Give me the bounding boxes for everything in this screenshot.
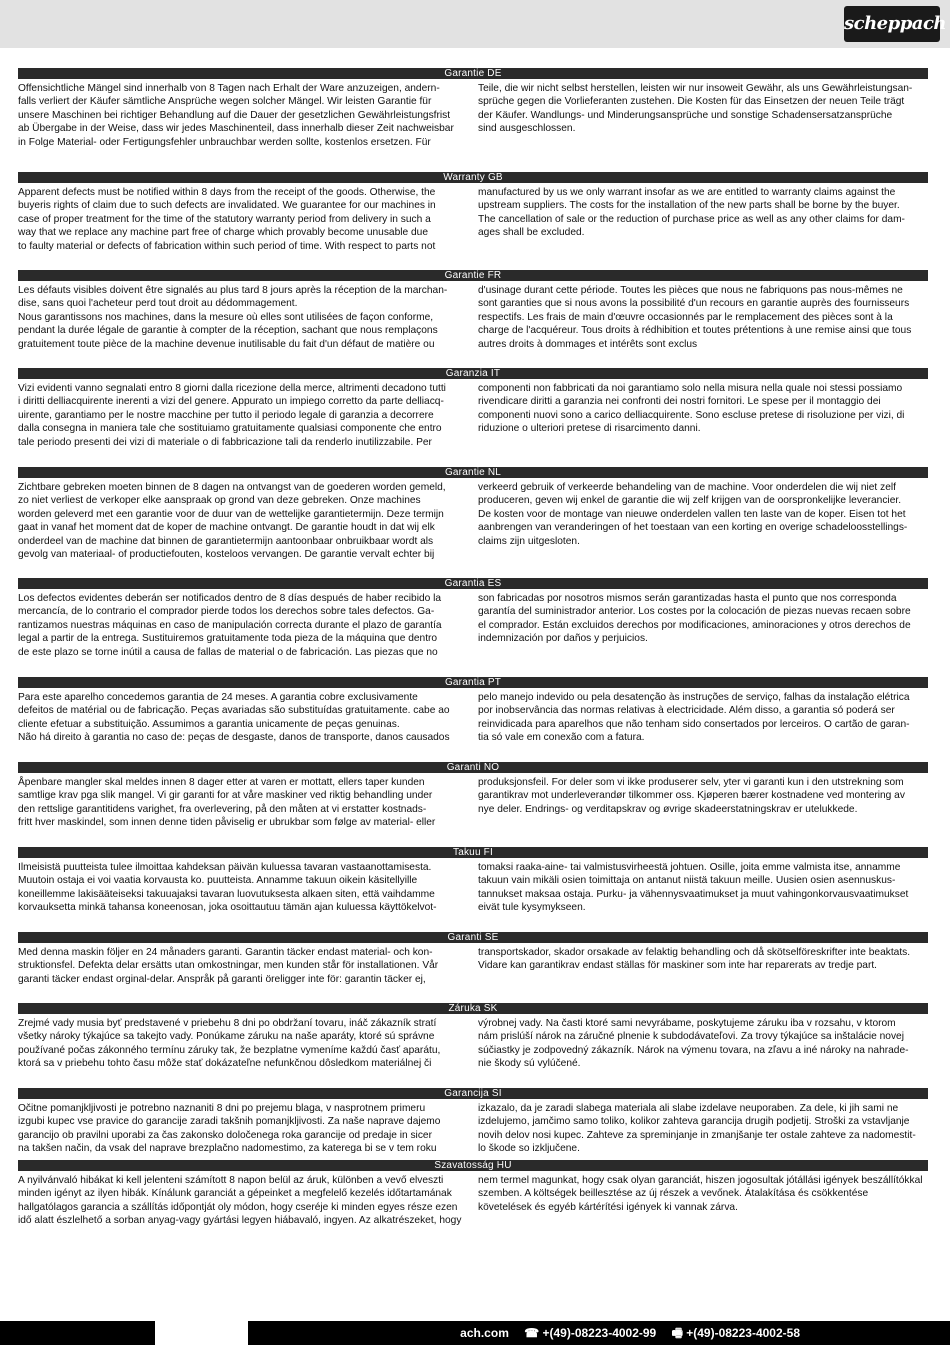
section-text-right: componenti non fabbricati da noi garantiamo solo nella misura nella quale noi stessi possiamo rivendicare diritti a garanzia nei confronti dei nostri fornitori. Le spese per il montaggio dei componenti nuovi sono a carico delliacquirente. Sono escluse pretese di risoluzione per vizi, di riduzione o ulteriori pretese di risarcimento danni. [478, 383, 905, 435]
section-columns [18, 1017, 928, 1071]
warranty-section [18, 677, 928, 745]
section-title: Takuu FI [18, 847, 928, 858]
footer-fax: 🖷 +(49)-08223-4002-58 [671, 1326, 800, 1340]
footer-bar [0, 1321, 950, 1345]
warranty-section [18, 467, 928, 561]
warranty-section [18, 578, 928, 659]
section-columns [18, 592, 928, 659]
section-columns [18, 382, 928, 449]
section-title: Garantie FR [18, 270, 928, 281]
section-columns [18, 284, 928, 351]
section-text-left: A nyilvánvaló hibákat ki kell jelenteni számított 8 napon belül az áruk, különben a vevő elveszti minden igényt az ilyen hibák. Kínálunk garanciát a gépeinket a megfelelő kezelés időtartamának hallgatólagos garancia a szállítás időpontját oly módon, hogy cseréje ki minden egyes része ezen idő alatt észlelhető a sorban anyag-vagy gyártási legyen hiábavaló, ingyen. Az alkatrészeket, hogy [18, 1175, 462, 1227]
section-text-left: Offensichtliche Mängel sind innerhalb von 8 Tagen nach Erhalt der Ware anzuzeigen, andern- falls verliert der Käufer sämtliche Ansprüche wegen solcher Mängel. Wir leisten Garantie für unsere Maschinen bei richtiger Behandlung auf die Dauer der gesetzlichen Gewährleistungsfrist ab Übergabe in der Weise, dass wir jedes Maschinenteil, dass innerhalb dieser Zeit nachweisbar in Folge Material- oder Fertigungsfehler unbrauchbar werden sollte, kostenlos ersetzen. Für [18, 83, 454, 148]
section-title: Garanti SE [18, 932, 928, 943]
footer-white-block [155, 1321, 248, 1345]
section-text-left: Apparent defects must be notified within 8 days from the receipt of the goods. Otherwise, the buyeris rights of claim due to such defects are invalidated. We guarantee for our machines in case of proper treatment for the time of the statutory warranty period from delivery in such a way that we replace any machine part free of charge which provably become unusable due to faulty material or defects of fabrication within such period of time. With respect to parts not [18, 187, 436, 252]
section-title: Garancija SI [18, 1088, 928, 1099]
section-text-left: Les défauts visibles doivent être signalés au plus tard 8 jours après la réception de la marchan- dise, sans quoi l'acheteur perd tout droit au dédommagement. Nous garantissons nos machines, dans la mesure où elles sont utilisées de façon conforme, pendant la durée légale de garantie à compter de la réception, sachant que nous remplaçons gratuitement toute pièce de la machine devenue inutilisable du fait d'un défaut de matière ou [18, 285, 448, 350]
section-text-left: Očitne pomanjkljivosti je potrebno naznaniti 8 dni po prejemu blaga, v nasprotnem primeru izgubi kupec vse pravice do garancije zaradi takšnih pomanjkljivosti. Za naše naprave dajemo garancijo ob pravilni uporabi za čas zakonsko določenega roka garancije od predaje in sicer na takšen način, da vsak del naprave brezplačno nadomestimo, za katerega bi se v tem roku [18, 1103, 441, 1155]
warranty-section [18, 68, 928, 149]
section-text-right: transportskador, skador orsakade av felaktig behandling och då skötselföreskrifter inte beaktats. Vidare kan garantikrav endast ställas för maskiner som inte har reparerats av tredje part. [478, 947, 911, 972]
warranty-section [18, 847, 928, 915]
section-columns [18, 1174, 928, 1228]
section-text-left: Vizi evidenti vanno segnalati entro 8 giorni dalla ricezione della merce, altrimenti decadono tutti i diritti delliacquirente inerenti a vizi del genere. Appurato un impiego corretto da parte delliacq- uirente, garantiamo per le nostre macchine per tutto il periodo legale di garanzia a decorrere dalla consegna in maniera tale che sostituiamo gratuitamente qualsiasi componente che entro tale periodo presenti dei vizi di materiale o di fabbricazione tali da renderlo inutilizzabile. Per [18, 383, 446, 448]
footer-website: ach.com [460, 1326, 509, 1340]
section-title: Szavatosság HU [18, 1160, 928, 1171]
section-columns [18, 481, 928, 561]
section-columns [18, 861, 928, 915]
warranty-section [18, 270, 928, 351]
section-text-left: Zrejmé vady musia byť predstavené v priebehu 8 dni po obdržaní tovaru, ináč zákazník stratí všetky nároky týkajúce sa takejto vady. Ponúkame záruku na naše aparáty, ktoré sú správne používané počas zákonného termínu záruky tak, že bezplatne vymeníme každú časť aparátu, ktorá sa v priebehu tohto času môže stať dokázateľne nefunkčnou dôsledkom materiálnej či [18, 1018, 441, 1070]
warranty-section [18, 1160, 928, 1228]
section-title: Garanzia IT [18, 368, 928, 379]
section-text-right: nem termel magunkat, hogy csak olyan garanciát, hiszen jogosultak jótállási igények beszállítókkal szemben. A költségek beillesztése az új részek a vevőnek. Átalakítása és csökkentése követelések és egyéb kártérítési igények ki vannak zárva. [478, 1175, 923, 1213]
header-bar [0, 0, 950, 48]
section-text-left: Med denna maskin följer en 24 månaders garanti. Garantin täcker endast material- och kon- struktionsfel. Defekta delar ersätts utan omkostningar, men kunden står för installationen. Vår garanti täcker endast orginal-delar. Anspråk på garanti öreligger inte för: garantin täcker ej, [18, 947, 439, 985]
section-columns [18, 946, 928, 986]
warranty-section [18, 368, 928, 449]
section-title: Garantie DE [18, 68, 928, 79]
section-text-right: pelo manejo indevido ou pela desatenção às instruções de serviço, falhas da instalação elétrica por inobservância das normas relativas à electricidade. Além disso, a garantia só poderá ser reinvidicada para aparelhos que não tenham sido consertados por lerceiros. O cartão de garan- tia só vale em conexão com a fatura. [478, 692, 910, 744]
section-text-right: výrobnej vady. Na časti ktoré sami nevyrábame, poskytujeme záruku iba v rozsahu, v ktorom nám prislúší nárok na záručné plnenie k subdodávateľovi. Za trovy týkajúce sa inštalácie novej súčiastky je zodpovedný zákazník. Nárok na výmenu tovara, na zľavu a iné nároky na nahrade- nie škody sú vylúčené. [478, 1018, 909, 1070]
section-text-right: son fabricadas por nosotros mismos serán garantizadas hasta el punto que nos corresponda garantía del suministrador anterior. Los costes por la colocación de piezas nuevas recaen sobre el comprador. Están excluidos derechos por modificaciones, aminoraciones y otros derechos de indemnización por daños y perjuicios. [478, 593, 911, 645]
section-title: Garantia PT [18, 677, 928, 688]
section-text-right: manufactured by us we only warrant insofar as we are entitled to warranty claims against the upstream suppliers. The costs for the installation of the new parts shall be borne by the buyer. The cancellation of sale or the reduction of purchase price as well as any other claims for dam- ages shall be excluded. [478, 187, 905, 239]
section-title: Garantia ES [18, 578, 928, 589]
section-text-left: Zichtbare gebreken moeten binnen de 8 dagen na ontvangst van de goederen worden gemeld, zo niet verliest de verkoper elke aanspraak op grond van deze gebreken. Onze machines worden geleverd met een garantie voor de duur van de wettelijke garantietermijn. Deze termijn gaat in vanaf het moment dat de koper de machine ontvangt. De garantie houdt in dat wij elk onderdeel van de machine dat binnen de garantietermijn aantoonbaar onbruikbaar wordt als gevolg van materiaal- of productiefouten, kosteloos vervangen. De garantie vervalt echter bij [18, 482, 446, 561]
section-title: Záruka SK [18, 1003, 928, 1014]
warranty-section [18, 762, 928, 830]
footer-phone: ☎ +(49)-08223-4002-99 [524, 1326, 657, 1340]
section-columns [18, 1102, 928, 1156]
section-text-right: tomaksi raaka-aine- tai valmistusvirheestä johtuen. Osille, joita emme valmista itse, annamme takuun vain mikäli osien toimittaja on antanut niistä takuun meille. Uusien osien asennuskus- tannukset maksaa ostaja. Purku- ja vähennysvaatimukset ja muut vahingonkorvausvaatimukset eivät tule kysymykseen. [478, 862, 909, 914]
section-columns [18, 186, 928, 253]
warranty-section [18, 172, 928, 253]
section-text-right: izkazalo, da je zaradi slabega materiala ali slabe izdelave neuporaben. Za dele, ki jih sami ne izdelujemo, jamčimo samo toliko, kolikor zahteva garancija drugih podjetij. Stroški za vstavljanje novih delov nosi kupec. Zahteve za spreminjanje in zmanjšanje ter ostale zahteve za nadomestit- lo škode so izključene. [478, 1103, 916, 1155]
warranty-section [18, 1003, 928, 1071]
footer-contact [448, 1321, 800, 1345]
section-columns [18, 691, 928, 745]
section-title: Warranty GB [18, 172, 928, 183]
section-text-right: verkeerd gebruik of verkeerde behandeling van de machine. Voor onderdelen die wij niet zelf produceren, geven wij enkel de garantie die wij zelf krijgen van de oorspronkelijke leverancier. De kosten voor de montage van nieuwe onderdelen vallen ten laste van de koper. Eisen tot het aanbrengen van veranderingen of het toestaan van een korting en overige schadeloosstellings- claims zijn uitgesloten. [478, 482, 908, 547]
section-text-left: Ilmeisistä puutteista tulee ilmoittaa kahdeksan päivän kuluessa tavaran vastaanottamisesta. Muutoin ostaja ei voi vaatia korvausta ko. puutteista. Annamme takuun oikein käsitellyille koneillemme lakisääteiseksi takuuajaksi tavaran luovutuksesta alkaen siten, että vaihdamme korvauksetta minkä tahansa koneenosan, joka osoittautuu tämän ajan kuluessa käyttökelvot- [18, 862, 437, 914]
section-text-right: produksjonsfeil. For deler som vi ikke produserer selv, yter vi garanti kun i den utstrekning som garantikrav mot underleverandør tilkommer oss. Kjøperen bærer kostnadene ved montering av nye deler. Endrings- og verditapskrav og øvrige skadeerstatningskrav er utelukkede. [478, 777, 905, 815]
section-title: Garantie NL [18, 467, 928, 478]
scheppach-logo: scheppach [844, 6, 940, 42]
warranty-section [18, 932, 928, 986]
section-text-right: Teile, die wir nicht selbst herstellen, leisten wir nur insoweit Gewähr, als uns Gewährleistungsan- sprüche gegen die Vorlieferanten zustehen. Die Kosten für das Einsetzen der neuen Teile trägt der Käufer. Wandlungs- und Minderungsansprüche und sonstige Schadensersatzansprüche sind ausgeschlossen. [478, 83, 913, 135]
section-text-left: Åpenbare mangler skal meldes innen 8 dager etter at varen er mottatt, ellers taper kunden samtlige krav pga slik mangel. Vi gir garanti for at våre maskiner ved riktig behandling under den rettslige garantitidens varighet, fra overlevering, på den måten at vi erstatter kostnads- fritt hver maskindel, som innen denne tiden påviselig er ubrukbar som følge av material- eller [18, 777, 436, 829]
section-text-left: Para este aparelho concedemos garantia de 24 meses. A garantia cobre exclusivamente defeitos de matérial ou de fabricação. Peças avariadas são substituídas gratuitamente. cabe ao cliente efetuar a substituição. Assumimos a garantia unicamente de peças genuinas. Não há direito à garantia no caso de: peças de desgaste, danos de transporte, danos causados [18, 692, 450, 744]
warranty-section [18, 1088, 928, 1156]
section-text-right: d'usinage durant cette période. Toutes les pièces que nous ne fabriquons pas nous-mêmes ne sont garanties que si nous avons la possibilité d'un recours en garantie auprès des fournisseurs respectifs. Les frais de main d'œuvre occasionnés par le remplacement des pièces sont à la charge de l'acquéreur. Tous droits à rédhibition et toutes prétentions à une remise ainsi que tous autres droits à dommages et intérêts sont exclus [478, 285, 912, 350]
section-text-left: Los defectos evidentes deberán ser notificados dentro de 8 días después de haber recibido la mercancía, de lo contrario el comprador pierde todos los derechos sobre tales defectos. Ga- rantizamos nuestras máquinas en caso de manipulación correcta durante el plazo de garantía legal a partir de la entrega. Sustituiremos gratuitamente toda pieza de la máquina que dentro de este plazo se torne inútil a causa de fallas de material o de fabricación. Las piezas que no [18, 593, 442, 658]
section-columns [18, 82, 928, 149]
section-columns [18, 776, 928, 830]
section-title: Garanti NO [18, 762, 928, 773]
